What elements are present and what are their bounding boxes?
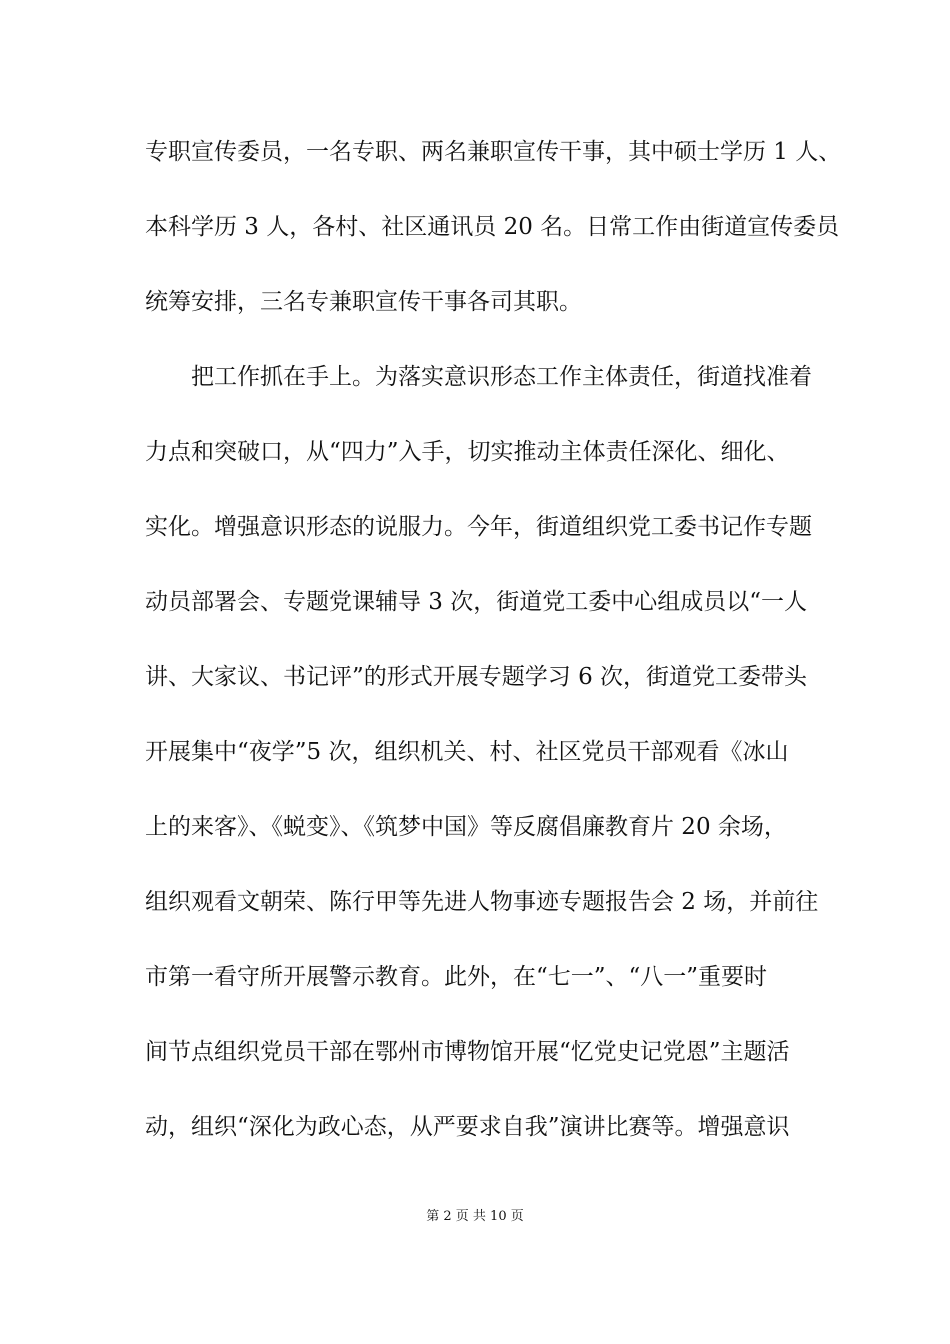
- body-text-line: 组织观看文朝荣、陈行甲等先进人物事迹专题报告会 2 场，并前往: [145, 889, 819, 915]
- body-text-line: 实化。增强意识形态的说服力。今年，街道组织党工委书记作专题: [145, 514, 812, 540]
- body-text-line: 市第一看守所开展警示教育。此外，在“七一”、“八一”重要时: [145, 964, 768, 990]
- body-text-line: 专职宣传委员，一名专职、两名兼职宣传干事，其中硕士学历 1 人、: [145, 139, 842, 165]
- body-text-line: 统筹安排，三名专兼职宣传干事各司其职。: [145, 289, 582, 315]
- page-number-footer: 第 2 页 共 10 页: [426, 1209, 524, 1224]
- body-text-line: 开展集中“夜学”5 次，组织机关、村、社区党员干部观看《冰山: [145, 739, 789, 765]
- body-text-line: 动，组织“深化为政心态，从严要求自我”演讲比赛等。增强意识: [145, 1114, 790, 1140]
- body-text-line: 上的来客》、《蜕变》、《筑梦中国》等反腐倡廉教育片 20 余场，: [145, 814, 787, 840]
- body-text-line: 力点和突破口，从“四力”入手，切实推动主体责任深化、细化、: [145, 439, 790, 465]
- body-text-line: 本科学历 3 人，各村、社区通讯员 20 名。日常工作由街道宣传委员: [145, 214, 840, 240]
- body-text-line: 间节点组织党员干部在鄂州市博物馆开展“忆党史记党恩”主题活: [145, 1039, 790, 1065]
- body-text-line: 动员部署会、专题党课辅导 3 次，街道党工委中心组成员以“一人: [145, 589, 808, 615]
- paragraph-first-line: 把工作抓在手上。为落实意识形态工作主体责任，街道找准着: [191, 364, 812, 390]
- body-text-line: 讲、大家议、书记评”的形式开展专题学习 6 次，街道党工委带头: [145, 664, 808, 690]
